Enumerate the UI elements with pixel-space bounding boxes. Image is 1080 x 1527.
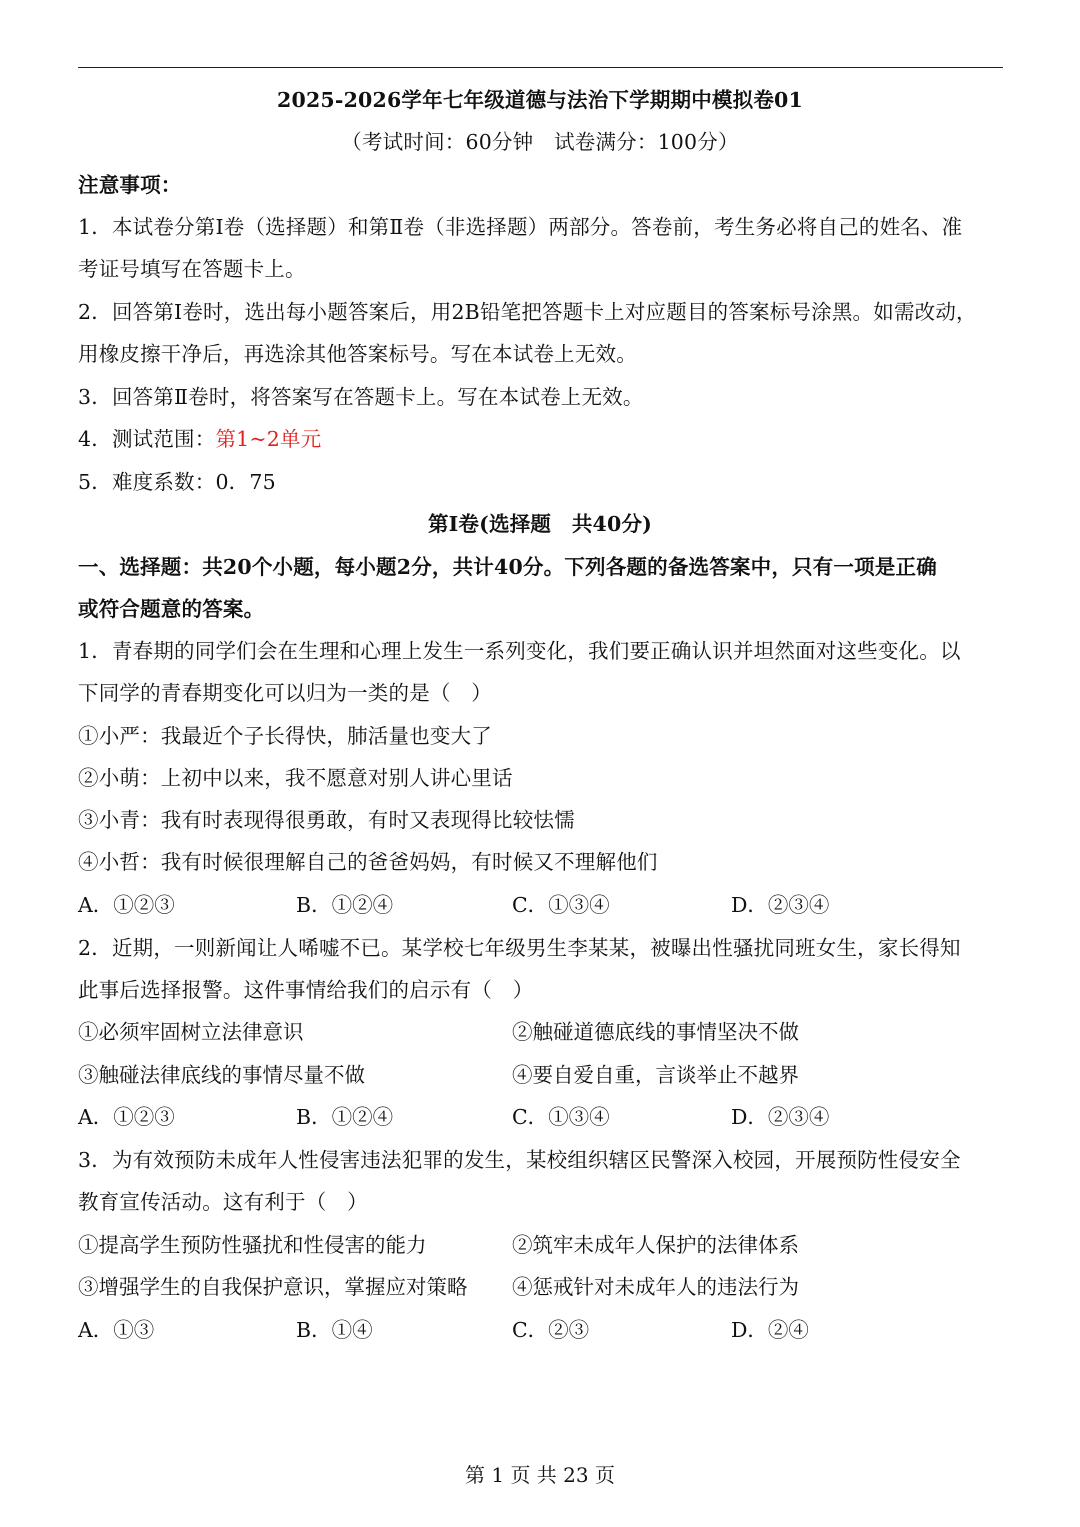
q1-option-a: A．①②③ <box>78 893 175 917</box>
note-1-line-1: 1．本试卷分第Ⅰ卷（选择题）和第Ⅱ卷（非选择题）两部分。答卷前，考生务必将自己的姓名、准 <box>78 215 963 239</box>
note-2-line-2: 用橡皮擦干净后，再选涂其他答案标号。写在本试卷上无效。 <box>78 342 637 366</box>
page-title: 2025-2026学年七年级道德与法治下学期期中模拟卷01 <box>277 88 803 112</box>
q1-option-d: D．②③④ <box>731 893 830 917</box>
q2-stem-line-2: 此事后选择报警。这件事情给我们的启示有（ ） <box>78 978 534 1002</box>
q2-option-c: C．①③④ <box>512 1105 610 1129</box>
q1-statement-4: ④小哲：我有时候很理解自己的爸爸妈妈，有时候又不理解他们 <box>78 850 658 874</box>
q1-option-c: C．①③④ <box>512 893 610 917</box>
q3-statement-2: ②筑牢未成年人保护的法律体系 <box>512 1233 799 1257</box>
section-instructions-line-2: 或符合题意的答案。 <box>78 597 265 621</box>
q2-statement-1: ①必须牢固树立法律意识 <box>78 1020 304 1044</box>
q3-stem-line-2: 教育宣传活动。这有利于（ ） <box>78 1190 368 1214</box>
q1-statement-3: ③小青：我有时表现得很勇敢，有时又表现得比较怯懦 <box>78 808 575 832</box>
q2-option-b: B．①②④ <box>296 1105 394 1129</box>
q1-statement-2: ②小萌：上初中以来，我不愿意对别人讲心里话 <box>78 766 513 790</box>
q3-statement-1: ①提高学生预防性骚扰和性侵害的能力 <box>78 1233 427 1257</box>
exam-subtitle: （考试时间：60分钟 试卷满分：100分） <box>341 130 739 154</box>
note-4-label: 4．测试范围： <box>78 427 216 451</box>
page-number: 第 1 页 共 23 页 <box>465 1463 615 1487</box>
q1-stem-line-1: 1．青春期的同学们会在生理和心理上发生一系列变化，我们要正确认识并坦然面对这些变化。以 <box>78 639 961 663</box>
q3-option-b: B．①④ <box>296 1318 373 1342</box>
q1-stem-line-2: 下同学的青春期变化可以归为一类的是（ ） <box>78 681 492 705</box>
q3-option-d: D．②④ <box>731 1318 809 1342</box>
q2-option-a: A．①②③ <box>78 1105 175 1129</box>
q2-stem-line-1: 2．近期，一则新闻让人唏嘘不已。某学校七年级男生李某某，被曝出性骚扰同班女生，家长得知 <box>78 936 961 960</box>
note-4-range: 第1~2单元 <box>215 427 322 451</box>
q3-option-c: C．②③ <box>512 1318 590 1342</box>
note-2-line-1: 2．回答第Ⅰ卷时，选出每小题答案后，用2B铅笔把答题卡上对应题目的答案标号涂黑。如需改动， <box>78 300 977 324</box>
q2-statement-4: ④要自爱自重，言谈举止不越界 <box>512 1063 799 1087</box>
note-3: 3．回答第Ⅱ卷时，将答案写在答题卡上。写在本试卷上无效。 <box>78 385 644 409</box>
notes-heading: 注意事项： <box>78 173 182 197</box>
section-instructions-line-1: 一、选择题：共20个小题，每小题2分，共计40分。下列各题的备选答案中，只有一项是正确 <box>78 555 937 579</box>
q3-statement-3: ③增强学生的自我保护意识，掌握应对策略 <box>78 1275 468 1299</box>
note-5: 5．难度系数：0．75 <box>78 470 276 494</box>
q3-option-a: A．①③ <box>78 1318 155 1342</box>
q1-statement-1: ①小严：我最近个子长得快，肺活量也变大了 <box>78 724 492 748</box>
section-title: 第Ⅰ卷(选择题 共40分) <box>427 512 653 536</box>
q2-statement-2: ②触碰道德底线的事情坚决不做 <box>512 1020 799 1044</box>
q2-statement-3: ③触碰法律底线的事情尽量不做 <box>78 1063 365 1087</box>
note-4 <box>78 425 1008 453</box>
note-1-line-2: 考证号填写在答题卡上。 <box>78 257 306 281</box>
q3-stem-line-1: 3．为有效预防未成年人性侵害违法犯罪的发生，某校组织辖区民警深入校园，开展预防性侵安全 <box>78 1148 961 1172</box>
q2-option-d: D．②③④ <box>731 1105 830 1129</box>
q1-option-b: B．①②④ <box>296 893 394 917</box>
header-rule <box>78 67 1003 68</box>
q3-statement-4: ④惩戒针对未成年人的违法行为 <box>512 1275 799 1299</box>
